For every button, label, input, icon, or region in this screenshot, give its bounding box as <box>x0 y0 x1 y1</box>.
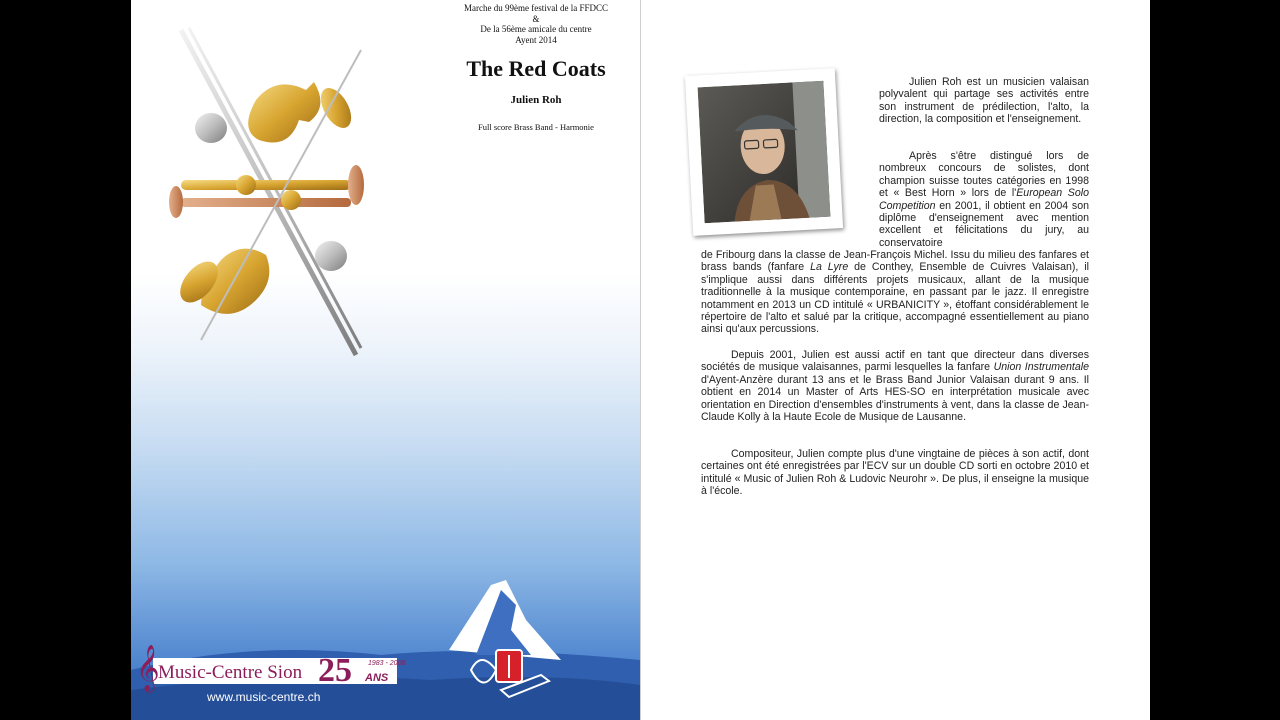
bio-paragraph-2-end: de Fribourg dans la classe de Jean-François Michel. Issu du milieu des fanfares et brass bands (fanfare La Lyre de Conthey, Ensemble de Cuivres Valaisan), il s'implique aussi dans différents projets musicaux, allant de la musique traditionnelle à la musique contemporaine, en passant par le jazz. Il enregistre notamment en 2013 un CD intitulé « URBANICITY », étoffant considérablement le répertoire de l'alto et salué par la critique, accompagné essentiellement au piano ainsi qu'aux percussions. <box>701 249 1089 336</box>
logo-years: 1983 - 2008 <box>368 660 406 667</box>
bio-paragraph-3: Depuis 2001, Julien est aussi actif en tant que directeur dans diverses sociétés de musique valaisannes, parmi lesquelles la fanfare Union Instrumentale d'Ayent-Anzère durant 13 ans et le Brass Band Junior Valaisan durant 9 ans. Il obtient en 2014 un Master of Arts HES-SO en interprétation musicale avec orientation en Direction d'ensembles d'instruments à vent, dans la classe de Jean-Claude Kolly à la Haute Ecole de Musique de Lausanne. <box>701 349 1089 424</box>
bio-paragraph-1: Julien Roh est un musicien valaisan polyvalent qui partage ses activités entre son instrument de prédilection, l'alto, la direction, la composition et l'enseignement. <box>879 76 1089 126</box>
composer-photo <box>685 68 843 236</box>
euphonium-top <box>248 82 357 143</box>
logo-anniversary: 25 <box>318 652 352 689</box>
logo-name: Music-Centre Sion <box>158 662 303 683</box>
bio-paragraph-2-start: Après s'être distingué lors de nombreux concours de solistes, dont champion suisse toutes catégories en 1998 et « Best Horn » lors de l'European Solo Competition en 2001, il obtient en 2004 son diplôme d'enseignement avec mention excellent et félicitations du jury, au conservatoire <box>879 150 1089 249</box>
brass-instruments-image <box>161 20 381 365</box>
subtitle-line: Marche du 99ème festival de la FFDCC <box>464 3 608 13</box>
cover-page <box>131 0 641 720</box>
logo-ans: ANS <box>365 672 389 684</box>
cover-score-type: Full score Brass Band - Harmonie <box>478 122 594 132</box>
subtitle-line: & <box>532 13 540 24</box>
cover-subtitle <box>431 3 641 45</box>
bio-paragraph-4: Compositeur, Julien compte plus d'une vingtaine de pièces à son actif, dont certaines ont été enregistrées par l'ECV sur un double CD sorti en octobre 2010 et intitulé « Music of Julien Roh & Ludovic Neurohr ». De plus, il enseigne la musique à l'école. <box>701 448 1089 498</box>
subtitle-line: Ayent 2014 <box>515 34 557 45</box>
cover-title: The Red Coats <box>466 56 606 81</box>
cover-composer: Julien Roh <box>510 94 562 106</box>
logo-url: www.music-centre.ch <box>207 690 321 704</box>
subtitle-line: De la 56ème amicale du centre <box>480 24 592 34</box>
biography-page <box>641 0 1150 720</box>
treble-clef-icon: 𝄞 <box>136 646 160 690</box>
